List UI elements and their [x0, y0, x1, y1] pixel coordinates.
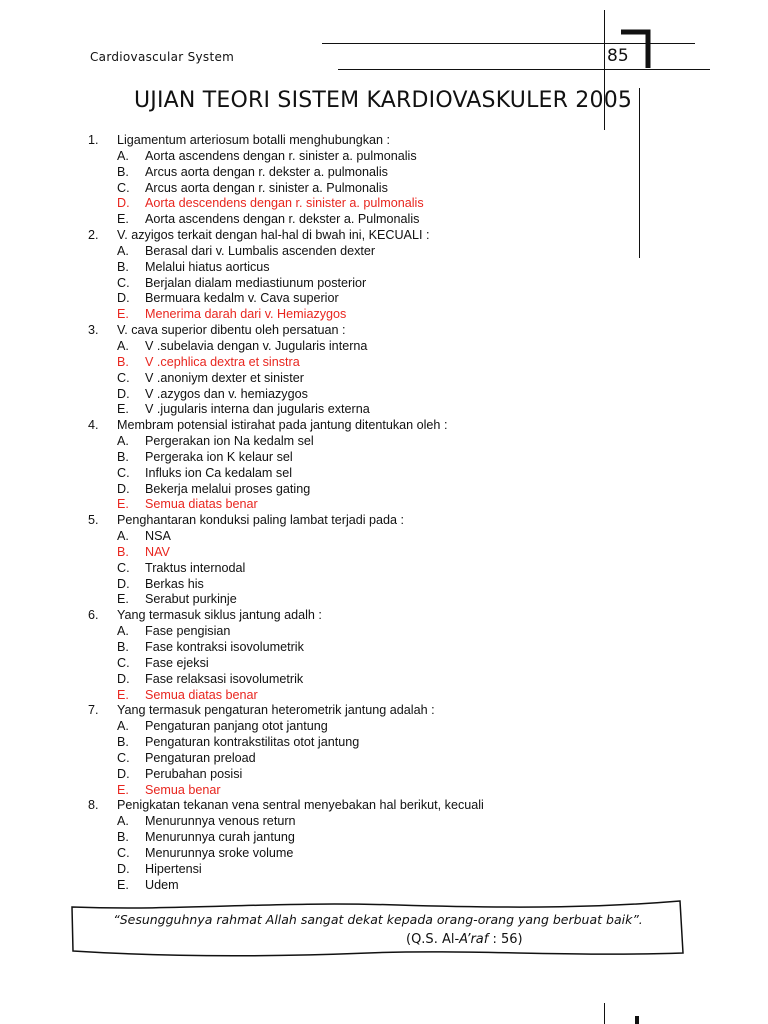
option-text: Aorta ascendens dengan r. dekster a. Pulmonalis [145, 212, 420, 227]
option-text: Bekerja melalui proses gating [145, 481, 311, 496]
option-text: Fase pengisian [145, 624, 231, 639]
option-letter: A. [117, 243, 129, 258]
option-letter: B. [117, 259, 129, 274]
question-3 [88, 323, 648, 339]
option-letter: C. [117, 845, 130, 860]
option-letter: D. [117, 481, 130, 496]
option-letter: C. [117, 560, 130, 575]
answer-option [88, 276, 648, 292]
answer-option [88, 434, 648, 450]
question-6 [88, 608, 648, 624]
question-text: Yang termasuk siklus jantung adalh : [117, 608, 322, 623]
option-letter: D. [117, 766, 130, 781]
option-text: Berkas his [145, 576, 204, 591]
question-number: 5. [88, 513, 99, 528]
answer-option [88, 814, 648, 830]
option-text: V .azygos dan v. hemiazygos [145, 386, 308, 401]
option-letter: C. [117, 180, 130, 195]
answer-option-correct [88, 307, 648, 323]
answer-option [88, 878, 648, 894]
answer-option-correct [88, 196, 648, 212]
answer-option [88, 165, 648, 181]
option-letter: E. [117, 592, 129, 607]
question-4 [88, 418, 648, 434]
answer-option [88, 402, 648, 418]
option-letter: B. [117, 449, 129, 464]
option-text: Udem [145, 877, 179, 892]
option-letter: A. [117, 148, 129, 163]
option-letter: E. [117, 212, 129, 227]
option-letter: E. [117, 402, 129, 417]
answer-option [88, 592, 648, 608]
option-text: Hipertensi [145, 861, 202, 876]
answer-option [88, 149, 648, 165]
option-letter: E. [117, 307, 129, 322]
option-letter: D. [117, 386, 130, 401]
option-letter: D. [117, 861, 130, 876]
option-letter: E. [117, 782, 129, 797]
answer-option-correct [88, 783, 648, 799]
option-text: Pengaturan kontrakstilitas otot jantung [145, 735, 360, 750]
option-letter: C. [117, 465, 130, 480]
option-letter: A. [117, 814, 129, 829]
option-letter: D. [117, 671, 130, 686]
answer-option [88, 244, 648, 260]
bottom-vertical-rule [604, 1003, 605, 1024]
option-letter: A. [117, 719, 129, 734]
answer-option [88, 450, 648, 466]
option-letter: B. [117, 735, 129, 750]
option-text: Semua benar [145, 782, 221, 797]
question-2 [88, 228, 648, 244]
answer-option [88, 387, 648, 403]
answer-option [88, 640, 648, 656]
answer-option [88, 846, 648, 862]
option-letter: E. [117, 687, 129, 702]
answer-option [88, 830, 648, 846]
header-bottom-rule [338, 69, 710, 70]
option-text: Melalui hiatus aorticus [145, 259, 270, 274]
option-text: Traktus internodal [145, 560, 246, 575]
option-text: Menurunnya sroke volume [145, 845, 294, 860]
question-1 [88, 133, 648, 149]
quote-ref-suffix: : 56) [488, 932, 523, 947]
option-letter: A. [117, 529, 129, 544]
question-text: V. cava superior dibentu oleh persatuan : [117, 323, 346, 338]
option-text: Serabut purkinje [145, 592, 237, 607]
option-letter: C. [117, 750, 130, 765]
question-5 [88, 513, 648, 529]
option-text: Bermuara kedalm v. Cava superior [145, 291, 339, 306]
bottom-corner-mark [635, 1016, 639, 1024]
option-letter: B. [117, 354, 129, 369]
answer-option [88, 291, 648, 307]
option-letter: A. [117, 624, 129, 639]
question-text: Membram potensial istirahat pada jantung ditentukan oleh : [117, 418, 448, 433]
option-text: V .subelavia dengan v. Jugularis interna [145, 338, 368, 353]
option-text: Fase ejeksi [145, 655, 209, 670]
option-text: Pengaturan preload [145, 750, 256, 765]
question-text: Yang termasuk pengaturan heterometrik jantung adalah : [117, 703, 435, 718]
page-number: 85 [607, 46, 629, 66]
option-text: NSA [145, 529, 171, 544]
answer-option [88, 339, 648, 355]
option-text: Arcus aorta dengan r. sinister a. Pulmonalis [145, 180, 388, 195]
option-letter: C. [117, 655, 130, 670]
option-text: Pergerakan ion Na kedalm sel [145, 434, 314, 449]
answer-option [88, 181, 648, 197]
question-text: Penigkatan tekanan vena sentral menyebakan hal berikut, kecuali [117, 798, 484, 813]
option-letter: B. [117, 164, 129, 179]
option-letter: D. [117, 576, 130, 591]
answer-option [88, 371, 648, 387]
answer-option [88, 466, 648, 482]
question-7 [88, 703, 648, 719]
option-text: Aorta ascendens dengan r. sinister a. pulmonalis [145, 148, 417, 163]
answer-option-correct [88, 545, 648, 561]
answer-option [88, 862, 648, 878]
option-text: Fase relaksasi isovolumetrik [145, 671, 304, 686]
option-text: NAV [145, 544, 170, 559]
running-header: Cardiovascular System [90, 50, 235, 64]
option-text: Pergeraka ion K kelaur sel [145, 449, 293, 464]
option-text: Semua diatas benar [145, 687, 258, 702]
answer-option [88, 735, 648, 751]
option-text: Aorta descendens dengan r. sinister a. pulmonalis [145, 196, 424, 211]
answer-option-correct [88, 355, 648, 371]
option-text: Pengaturan panjang otot jantung [145, 719, 328, 734]
quote-ref-surah: A’raf [459, 932, 489, 947]
option-letter: A. [117, 434, 129, 449]
option-letter: B. [117, 830, 129, 845]
option-text: Berjalan dialam mediastiunum posterior [145, 275, 367, 290]
question-text: V. azyigos terkait dengan hal-hal di bwah ini, KECUALI : [117, 228, 430, 243]
option-text: Semua diatas benar [145, 497, 258, 512]
answer-option [88, 212, 648, 228]
answer-option [88, 767, 648, 783]
question-number: 6. [88, 608, 99, 623]
option-letter: E. [117, 877, 129, 892]
question-number: 8. [88, 798, 99, 813]
quote-text: “Sesungguhnya rahmat Allah sangat dekat kepada orang-orang yang berbuat baik”. [113, 912, 643, 927]
quote-ref-prefix: (Q.S. Al- [406, 932, 460, 947]
answer-option [88, 719, 648, 735]
option-text: Menurunnya venous return [145, 814, 296, 829]
answer-option [88, 482, 648, 498]
answer-option [88, 751, 648, 767]
option-letter: D. [117, 291, 130, 306]
option-letter: A. [117, 338, 129, 353]
question-number: 3. [88, 323, 99, 338]
option-text: V .jugularis interna dan jugularis externa [145, 402, 370, 417]
answer-option [88, 577, 648, 593]
quote-box [68, 897, 688, 959]
question-number: 1. [88, 133, 99, 147]
option-letter: C. [117, 370, 130, 385]
option-text: V .cephlica dextra et sinstra [145, 354, 300, 369]
option-letter: D. [117, 196, 130, 211]
question-text: Penghantaran konduksi paling lambat terjadi pada : [117, 513, 405, 528]
answer-option [88, 529, 648, 545]
option-text: Berasal dari v. Lumbalis ascenden dexter [145, 243, 376, 258]
option-letter: B. [117, 640, 129, 654]
option-letter: C. [117, 275, 130, 290]
question-8 [88, 798, 648, 814]
question-text: Ligamentum arteriosum botalli menghubungkan : [117, 133, 391, 147]
option-letter: B. [117, 544, 129, 559]
quote-reference [406, 932, 523, 947]
option-text: Influks ion Ca kedalam sel [145, 465, 292, 480]
page-title: UJIAN TEORI SISTEM KARDIOVASKULER 2005 [134, 88, 633, 113]
option-text: V .anoniym dexter et sinister [145, 370, 304, 385]
question-number: 7. [88, 703, 99, 718]
question-list [88, 133, 648, 894]
option-text: Fase kontraksi isovolumetrik [145, 640, 304, 654]
option-text: Menerima darah dari v. Hemiazygos [145, 307, 347, 322]
option-text: Arcus aorta dengan r. dekster a. pulmonalis [145, 164, 388, 179]
answer-option-correct [88, 688, 648, 704]
answer-option [88, 624, 648, 640]
answer-option [88, 561, 648, 577]
answer-option [88, 656, 648, 672]
option-letter: E. [117, 497, 129, 512]
option-text: Perubahan posisi [145, 766, 243, 781]
question-number: 4. [88, 418, 99, 433]
answer-option [88, 672, 648, 688]
option-text: Menurunnya curah jantung [145, 830, 295, 845]
scroll-banner-frame [68, 897, 688, 959]
question-number: 2. [88, 228, 99, 243]
answer-option-correct [88, 497, 648, 513]
answer-option [88, 260, 648, 276]
